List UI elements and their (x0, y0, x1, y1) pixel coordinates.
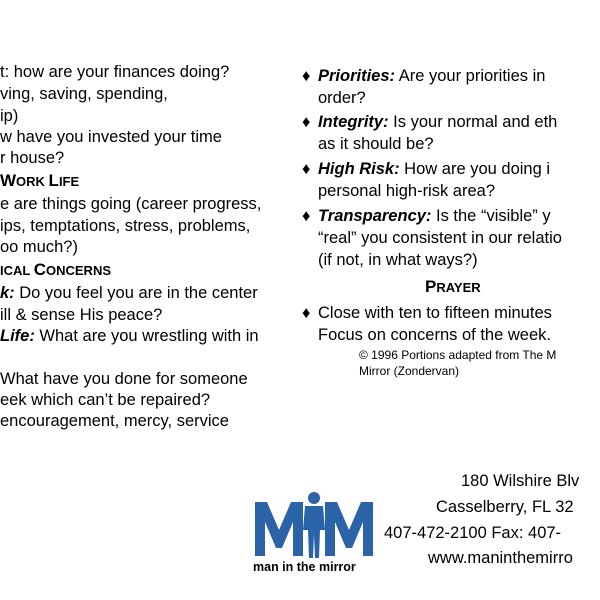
heading-concerns-small: ONCERNS (46, 263, 112, 278)
diamond-bullet-icon: ♦ (302, 113, 311, 131)
heading-life-big: L (48, 171, 59, 190)
heading-work-life (0, 171, 79, 192)
left-line-ip: ip) (0, 107, 19, 125)
diamond-bullet-icon: ♦ (302, 304, 311, 322)
label-transparency: Transparency: (318, 207, 432, 225)
item-transparency-cont2: (if not, in what ways?) (318, 251, 478, 269)
item-priorities (302, 66, 545, 86)
left-line-giving: ving, saving, spending, (0, 85, 168, 103)
left-line-center (0, 283, 258, 303)
heading-concerns-big: C (33, 260, 46, 279)
diamond-bullet-icon: ♦ (302, 67, 311, 85)
left-label-walk: k: (0, 284, 15, 302)
item-transparency-cont: “real” you consistent in our relatio (318, 229, 562, 247)
copyright-line-2: Mirror (Zondervan) (359, 364, 460, 378)
left-line-someone: What have you done for someone (0, 370, 248, 388)
website-link[interactable]: www.maninthemirro (428, 549, 573, 567)
phone-fax-line: 407-472-2100 Fax: 407- (384, 524, 562, 542)
left-line-house: r house? (0, 149, 65, 167)
man-in-the-mirror-logo (253, 490, 378, 580)
left-line-temptations: ips, temptations, stress, problems, (0, 217, 251, 235)
close-text-1: Close with ten to fifteen minutes (318, 304, 552, 322)
left-text-wrestling: What are you wrestling with in (34, 327, 259, 345)
left-line-repaid: eek which can’t be repaired? (0, 391, 211, 409)
left-line-finances: t: how are your finances doing? (0, 63, 230, 81)
close-line-2: Focus on concerns of the week. (318, 326, 551, 344)
left-line-toomuch: oo much?) (0, 238, 78, 256)
copyright-line-1: © 1996 Portions adapted from The M (359, 348, 557, 362)
heading-work-big: W (0, 171, 17, 190)
item-high-risk-cont: personal high-risk area? (318, 182, 496, 200)
left-label-life: Life: (0, 327, 35, 345)
logo-tagline: man in the mirror (253, 560, 356, 574)
item-high-risk (302, 159, 550, 179)
item-transparency (302, 206, 551, 226)
text-priorities: Are your priorities in (395, 67, 546, 85)
left-line-life (0, 326, 259, 346)
diamond-bullet-icon: ♦ (302, 160, 311, 178)
item-priorities-cont: order? (318, 89, 366, 107)
text-integrity: Is your normal and eth (388, 113, 558, 131)
text-high-risk: How are you doing i (399, 160, 551, 178)
left-text-center: Do you feel you are in the center (14, 284, 258, 302)
item-integrity (302, 112, 557, 132)
logo-mm-icon (253, 490, 378, 562)
label-integrity: Integrity: (318, 113, 389, 131)
address-line-2: Casselberry, FL 32 (436, 498, 574, 516)
item-integrity-cont: as it should be? (318, 135, 434, 153)
label-high-risk: High Risk: (318, 160, 400, 178)
left-line-things: e are things going (career progress, (0, 195, 262, 213)
heading-life-small: IFE (58, 174, 80, 189)
close-line-1 (302, 303, 552, 323)
heading-concerns (0, 260, 111, 281)
left-line-encouragement: encouragement, mercy, service (0, 412, 229, 430)
text-transparency: Is the “visible” y (431, 207, 551, 225)
heading-work-small: ORK (16, 174, 49, 189)
heading-prayer (425, 277, 481, 298)
heading-ical-small: ICAL (0, 263, 34, 278)
address-line-1: 180 Wilshire Blv (461, 472, 580, 490)
left-line-peace: ill & sense His peace? (0, 306, 163, 324)
heading-prayer-small: RAYER (436, 280, 481, 295)
diamond-bullet-icon: ♦ (302, 207, 311, 225)
label-priorities: Priorities: (318, 67, 396, 85)
left-line-invested: w have you invested your time (0, 128, 222, 146)
heading-prayer-big: P (425, 277, 437, 296)
